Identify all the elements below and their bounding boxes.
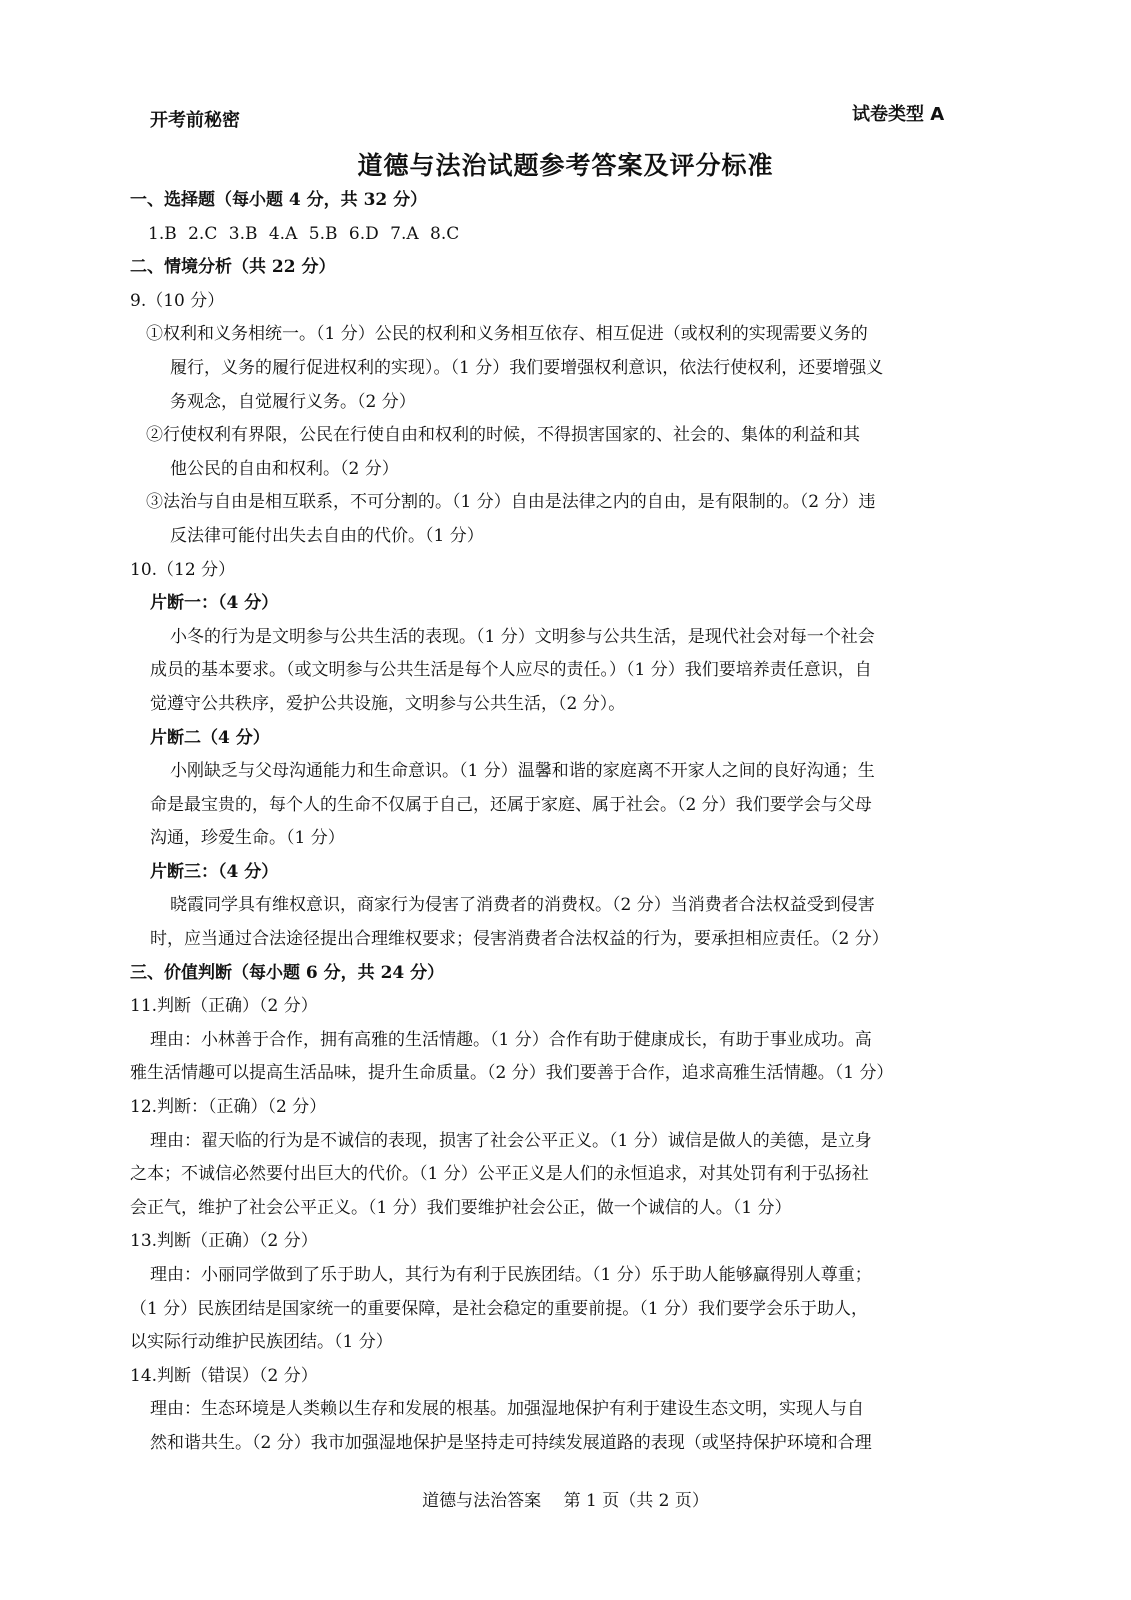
question-10-label: 10.（12 分） <box>130 559 236 580</box>
q11-reason-line1: 理由：小林善于合作，拥有高雅的生活情趣。（1 分）合作有助于健康成长，有助于事业成功。高 <box>150 1029 872 1050</box>
page-footer: 道德与法治答案 第 1 页（共 2 页） <box>422 1491 709 1511</box>
q9-point3-line2: 反法律可能付出失去自由的代价。（1 分） <box>170 525 484 546</box>
q13-reason-line3: 以实际行动维护民族团结。（1 分） <box>130 1332 393 1353</box>
q9-point1-line2: 履行，义务的履行促进权利的实现）。（1 分）我们要增强权利意识，依法行使权利，还要增强义 <box>170 357 884 378</box>
q10-segment3-line2: 时，应当通过合法途径提出合理维权要求；侵害消费者合法权益的行为，要承担相应责任。（2 分） <box>150 929 889 950</box>
q10-segment3-line1: 晓霞同学具有维权意识，商家行为侵害了消费者的消费权。（2 分）当消费者合法权益受到侵害 <box>170 895 875 916</box>
q10-segment2-label: 片断二（4 分） <box>150 727 270 748</box>
q12-reason-line2: 之本；不诚信必然要付出巨大的代价。（1 分）公平正义是人们的永恒追求，对其处罚有利于弘扬社 <box>130 1164 869 1185</box>
q14-reason-line2: 然和谐共生。（2 分）我市加强湿地保护是坚持走可持续发展道路的表现（或坚持保护环境和合理 <box>150 1432 872 1453</box>
q13-reason-line1: 理由：小丽同学做到了乐于助人，其行为有利于民族团结。（1 分）乐于助人能够赢得别人尊重； <box>150 1265 872 1285</box>
question-11-label: 11.判断（正确）（2 分） <box>130 996 318 1017</box>
section-heading-choice: 一、选择题（每小题 4 分，共 32 分） <box>130 190 428 210</box>
paper-type-label: 试卷类型 A <box>852 104 945 125</box>
q10-segment2-line2: 命是最宝贵的，每个人的生命不仅属于自己，还属于家庭、属于社会。（2 分）我们要学会与父母 <box>150 794 872 815</box>
q12-reason-line3: 会正气，维护了社会公平正义。（1 分）我们要维护社会公正，做一个诚信的人。（1 分） <box>130 1197 792 1218</box>
q10-segment1-label: 片断一：（4 分） <box>150 593 279 614</box>
q10-segment3-label: 片断三：（4 分） <box>150 861 279 882</box>
q9-point3-line1: ③法治与自由是相互联系，不可分割的。（1 分）自由是法律之内的自由，是有限制的。（2 分）违 <box>146 492 876 513</box>
q9-point2-line2: 他公民的自由和权利。（2 分） <box>170 458 399 479</box>
q9-point1-line1: ①权利和义务相统一。（1 分）公民的权利和义务相互依存、相互促进（或权利的实现需要义务的 <box>146 324 868 345</box>
question-14-label: 14.判断（错误）（2 分） <box>130 1365 318 1386</box>
q10-segment2-line3: 沟通，珍爱生命。（1 分） <box>150 828 345 849</box>
choice-answers: 1.B 2.C 3.B 4.A 5.B 6.D 7.A 8.C <box>148 223 460 244</box>
page-title: 道德与法治试题参考答案及评分标准 <box>357 151 774 180</box>
question-12-label: 12.判断：（正确）（2 分） <box>130 1097 327 1118</box>
q10-segment2-line1: 小刚缺乏与父母沟通能力和生命意识。（1 分）温馨和谐的家庭离不开家人之间的良好沟通；生 <box>170 761 875 782</box>
q13-reason-line2: （1 分）民族团结是国家统一的重要保障，是社会稳定的重要前提。（1 分）我们要学会乐于助人， <box>130 1298 868 1319</box>
confidential-label: 开考前秘密 <box>150 110 240 131</box>
q10-segment1-line2: 成员的基本要求。（或文明参与公共生活是每个人应尽的责任。）（1 分）我们要培养责任意识，自 <box>150 660 872 681</box>
q14-reason-line1: 理由：生态环境是人类赖以生存和发展的根基。加强湿地保护有利于建设生态文明，实现人与自 <box>150 1399 864 1420</box>
q12-reason-line1: 理由：翟天临的行为是不诚信的表现，损害了社会公平正义。（1 分）诚信是做人的美德，是立身 <box>150 1130 872 1151</box>
section-heading-judgment: 三、价值判断（每小题 6 分，共 24 分） <box>130 962 445 983</box>
q10-segment1-line3: 觉遵守公共秩序，爱护公共设施，文明参与公共生活，（2 分）。 <box>150 693 626 714</box>
q10-segment1-line1: 小冬的行为是文明参与公共生活的表现。（1 分）文明参与公共生活，是现代社会对每一个社会 <box>170 626 875 647</box>
q9-point2-line1: ②行使权利有界限，公民在行使自由和权利的时候，不得损害国家的、社会的、集体的利益和其 <box>146 425 860 446</box>
answer-content <box>130 184 980 1461</box>
q11-reason-line2: 雅生活情趣可以提高生活品味，提升生命质量。（2 分）我们要善于合作，追求高雅生活情趣。（1 分） <box>130 1063 894 1084</box>
question-9-label: 9.（10 分） <box>130 290 225 311</box>
question-13-label: 13.判断（正确）（2 分） <box>130 1231 318 1252</box>
section-heading-situation: 二、情境分析（共 22 分） <box>130 257 336 278</box>
q9-point1-line3: 务观念，自觉履行义务。（2 分） <box>170 391 416 412</box>
